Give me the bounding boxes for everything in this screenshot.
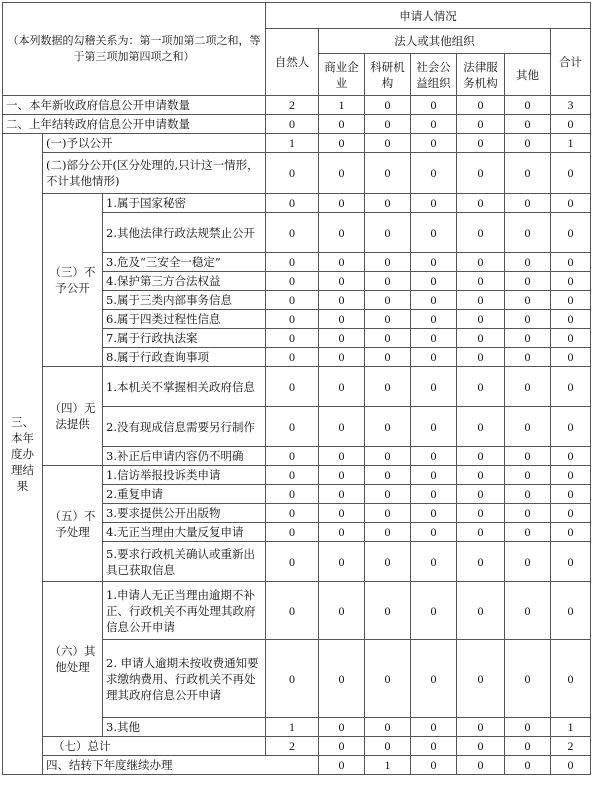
cell: 0	[365, 329, 411, 348]
row-label: (二)部分公开(区分处理的,只计这一情形，不计其他情形)	[43, 153, 266, 194]
cell: 0	[365, 310, 411, 329]
cell: 0	[551, 407, 591, 447]
cell: 0	[365, 542, 411, 582]
cell: 0	[319, 447, 365, 466]
cell: 0	[411, 153, 457, 194]
cell: 0	[551, 640, 591, 718]
cell: 0	[266, 253, 319, 272]
cell: 0	[411, 194, 457, 213]
cell: 0	[365, 272, 411, 291]
cell: 0	[266, 367, 319, 407]
cell: 0	[365, 134, 411, 153]
cell: 0	[411, 718, 457, 737]
cell: 0	[551, 523, 591, 542]
cell: 0	[551, 582, 591, 640]
cell: 0	[411, 134, 457, 153]
cell: 0	[505, 213, 551, 253]
cell: 0	[551, 253, 591, 272]
cell: 0	[365, 640, 411, 718]
cell: 1	[365, 756, 411, 775]
cell: 0	[505, 96, 551, 115]
cell: 0	[505, 272, 551, 291]
cell: 0	[365, 348, 411, 367]
cell: 0	[457, 253, 505, 272]
cell: 0	[411, 466, 457, 485]
cell: 0	[505, 329, 551, 348]
header-sub: 法律服务机构	[457, 54, 505, 96]
cell: 0	[319, 213, 365, 253]
cell: 0	[411, 310, 457, 329]
cell: 0	[551, 447, 591, 466]
cell: 0	[551, 115, 591, 134]
row-label: 5.属于三类内部事务信息	[103, 291, 266, 310]
cell: 0	[505, 348, 551, 367]
header-note: （本列数据的勾稽关系为：第一项加第二项之和，等于第三项加第四项之和）	[3, 3, 266, 96]
cell: 0	[505, 523, 551, 542]
cell: 0	[319, 134, 365, 153]
cell: 0	[551, 329, 591, 348]
row-label: 3.危及“三安全一稳定”	[103, 253, 266, 272]
cell: 0	[365, 582, 411, 640]
cell: 0	[365, 466, 411, 485]
cell: 0	[505, 115, 551, 134]
section-3-label: 三、本年度办理结果	[3, 134, 43, 775]
cell: 0	[457, 272, 505, 291]
cell: 0	[266, 310, 319, 329]
cell: 0	[457, 367, 505, 407]
row-label: 2.没有现成信息需要另行制作	[103, 407, 266, 447]
table-row	[3, 96, 591, 115]
table-row	[3, 466, 591, 485]
cell: 0	[411, 253, 457, 272]
cell: 0	[365, 737, 411, 756]
cell: 0	[266, 213, 319, 253]
cell: 1	[551, 134, 591, 153]
cell: 0	[266, 194, 319, 213]
row-label: 4.无正当理由大量反复申请	[103, 523, 266, 542]
cell: 0	[551, 485, 591, 504]
row-label: 1.本机关不掌握相关政府信息	[103, 367, 266, 407]
cell: 0	[319, 756, 365, 775]
cell: 0	[365, 367, 411, 407]
cell: 0	[505, 447, 551, 466]
row-label: 2.重复申请	[103, 485, 266, 504]
cell: 0	[319, 542, 365, 582]
cell: 0	[266, 115, 319, 134]
cell: 0	[266, 582, 319, 640]
cell: 0	[505, 134, 551, 153]
cell: 0	[319, 582, 365, 640]
header-legal: 法人或其他组织	[319, 29, 551, 54]
cell: 0	[411, 447, 457, 466]
cell: 0	[411, 272, 457, 291]
row-label: 7.属于行政执法案	[103, 329, 266, 348]
cell: 0	[365, 213, 411, 253]
cell: 0	[365, 153, 411, 194]
cell: 0	[505, 718, 551, 737]
cell: 1	[319, 96, 365, 115]
cell: 0	[411, 640, 457, 718]
cell: 0	[457, 504, 505, 523]
group-label: （六）其他处理	[43, 582, 103, 737]
cell: 0	[266, 348, 319, 367]
cell: 0	[266, 542, 319, 582]
cell: 0	[457, 348, 505, 367]
cell: 0	[551, 153, 591, 194]
cell: 0	[365, 504, 411, 523]
row-label: 4.保护第三方合法权益	[103, 272, 266, 291]
cell: 0	[319, 194, 365, 213]
group-label: （三）不予公开	[43, 194, 103, 367]
cell: 0	[411, 96, 457, 115]
cell: 0	[505, 367, 551, 407]
cell: 0	[457, 485, 505, 504]
cell: 0	[457, 582, 505, 640]
cell: 2	[551, 737, 591, 756]
cell: 0	[411, 213, 457, 253]
cell: 0	[266, 153, 319, 194]
cell: 0	[457, 447, 505, 466]
cell: 0	[266, 504, 319, 523]
cell: 0	[551, 272, 591, 291]
cell: 0	[411, 348, 457, 367]
cell: 0	[365, 291, 411, 310]
cell: 0	[411, 485, 457, 504]
header-applicant: 申请人情况	[266, 3, 591, 29]
row-label: (一)予以公开	[43, 134, 266, 153]
table-row	[3, 737, 591, 756]
cell: 0	[457, 523, 505, 542]
table-row	[3, 115, 591, 134]
cell: 0	[365, 485, 411, 504]
cell: 0	[411, 542, 457, 582]
cell: 0	[266, 466, 319, 485]
cell: 0	[505, 485, 551, 504]
cell: 0	[457, 407, 505, 447]
cell: 0	[411, 329, 457, 348]
header-sub: 商业企业	[319, 54, 365, 96]
cell: 1	[266, 134, 319, 153]
row-label: 8.属于行政查询事项	[103, 348, 266, 367]
cell: 0	[365, 194, 411, 213]
cell: 0	[319, 718, 365, 737]
row-label: 2. 申请人逾期未按收费通知要求缴纳费用、行政机关不再处理其政府信息公开申请	[103, 640, 266, 718]
cell: 0	[457, 194, 505, 213]
cell: 0	[411, 367, 457, 407]
table-row	[3, 134, 591, 153]
row-label: 5.要求行政机关确认或重新出具已获取信息	[103, 542, 266, 582]
table-row	[3, 153, 591, 194]
cell: 0	[365, 96, 411, 115]
cell: 0	[457, 291, 505, 310]
cell: 0	[457, 329, 505, 348]
header-total: 合计	[551, 29, 591, 96]
cell: 0	[319, 348, 365, 367]
row-label: 3.要求提供公开出版物	[103, 504, 266, 523]
cell: 0	[505, 504, 551, 523]
cell: 0	[457, 466, 505, 485]
cell: 0	[505, 737, 551, 756]
cell: 0	[505, 253, 551, 272]
cell: 0	[551, 213, 591, 253]
cell: 0	[457, 756, 505, 775]
cell: 0	[411, 407, 457, 447]
table-row	[3, 756, 591, 775]
cell: 0	[457, 737, 505, 756]
cell: 0	[457, 213, 505, 253]
cell: 0	[457, 640, 505, 718]
row-label: 一、本年新收政府信息公开申请数量	[3, 96, 266, 115]
cell: 0	[505, 310, 551, 329]
cell: 0	[365, 115, 411, 134]
row-label: 1.属于国家秘密	[103, 194, 266, 213]
cell: 0	[266, 523, 319, 542]
cell: 0	[505, 640, 551, 718]
cell: 0	[551, 504, 591, 523]
cell: 0	[266, 447, 319, 466]
cell: 0	[319, 737, 365, 756]
cell: 0	[319, 367, 365, 407]
cell: 0	[551, 310, 591, 329]
cell: 0	[505, 153, 551, 194]
cell: 2	[266, 737, 319, 756]
cell: 0	[365, 253, 411, 272]
row-label: 6.属于四类过程性信息	[103, 310, 266, 329]
cell: 0	[266, 485, 319, 504]
row-label: 2.其他法律行政法规禁止公开	[103, 213, 266, 253]
cell: 1	[551, 718, 591, 737]
cell: 0	[411, 115, 457, 134]
row-label: 1.申请人无正当理由逾期不补正、行政机关不再处理其政府信息公开申请	[103, 582, 266, 640]
header-sub: 其他	[505, 54, 551, 96]
row-label: 四、结转下年度继续办理	[43, 756, 319, 775]
cell: 0	[551, 542, 591, 582]
cell: 0	[411, 523, 457, 542]
cell: 0	[457, 115, 505, 134]
cell: 0	[457, 718, 505, 737]
row-label: 3.补正后申请内容仍不明确	[103, 447, 266, 466]
cell: 0	[365, 407, 411, 447]
cell: 0	[551, 466, 591, 485]
row-label: （七）总计	[43, 737, 266, 756]
cell: 2	[266, 96, 319, 115]
cell: 0	[266, 291, 319, 310]
cell: 0	[319, 329, 365, 348]
header-sub: 科研机构	[365, 54, 411, 96]
cell: 0	[319, 272, 365, 291]
cell: 0	[266, 272, 319, 291]
cell: 0	[551, 348, 591, 367]
table-row	[3, 367, 591, 407]
cell: 0	[505, 542, 551, 582]
cell: 0	[457, 134, 505, 153]
cell: 0	[505, 466, 551, 485]
cell: 0	[551, 756, 591, 775]
cell: 0	[319, 407, 365, 447]
cell: 0	[551, 194, 591, 213]
cell: 0	[457, 542, 505, 582]
cell: 0	[505, 194, 551, 213]
row-label: 二、上年结转政府信息公开申请数量	[3, 115, 266, 134]
cell: 3	[551, 96, 591, 115]
cell: 0	[365, 447, 411, 466]
cell: 0	[319, 640, 365, 718]
cell: 0	[505, 582, 551, 640]
cell: 0	[266, 407, 319, 447]
cell: 0	[551, 291, 591, 310]
cell: 0	[319, 153, 365, 194]
cell: 0	[411, 756, 457, 775]
cell: 0	[365, 523, 411, 542]
cell: 1	[266, 718, 319, 737]
cell: 0	[365, 718, 411, 737]
cell: 0	[319, 504, 365, 523]
cell: 0	[411, 291, 457, 310]
cell: 0	[505, 407, 551, 447]
cell: 0	[266, 329, 319, 348]
cell: 0	[505, 756, 551, 775]
table-row	[3, 194, 591, 213]
header-natural: 自然人	[266, 29, 319, 96]
cell: 0	[457, 96, 505, 115]
cell: 0	[319, 310, 365, 329]
cell: 0	[505, 291, 551, 310]
cell: 0	[411, 737, 457, 756]
cell: 0	[319, 291, 365, 310]
cell: 0	[319, 485, 365, 504]
gov-info-disclosure-table	[2, 2, 591, 775]
table-row	[3, 582, 591, 640]
cell: 0	[411, 504, 457, 523]
row-label: 1.信访举报投诉类申请	[103, 466, 266, 485]
group-label: （五）不予处理	[43, 466, 103, 582]
cell: 0	[319, 523, 365, 542]
cell: 0	[319, 253, 365, 272]
cell: 0	[551, 367, 591, 407]
cell: 0	[319, 466, 365, 485]
cell: 0	[411, 582, 457, 640]
cell: 0	[457, 153, 505, 194]
row-label: 3.其他	[103, 718, 266, 737]
cell: 0	[457, 310, 505, 329]
cell: 0	[319, 115, 365, 134]
header-sub: 社会公益组织	[411, 54, 457, 96]
group-label: （四）无法提供	[43, 367, 103, 466]
cell: 0	[266, 640, 319, 718]
